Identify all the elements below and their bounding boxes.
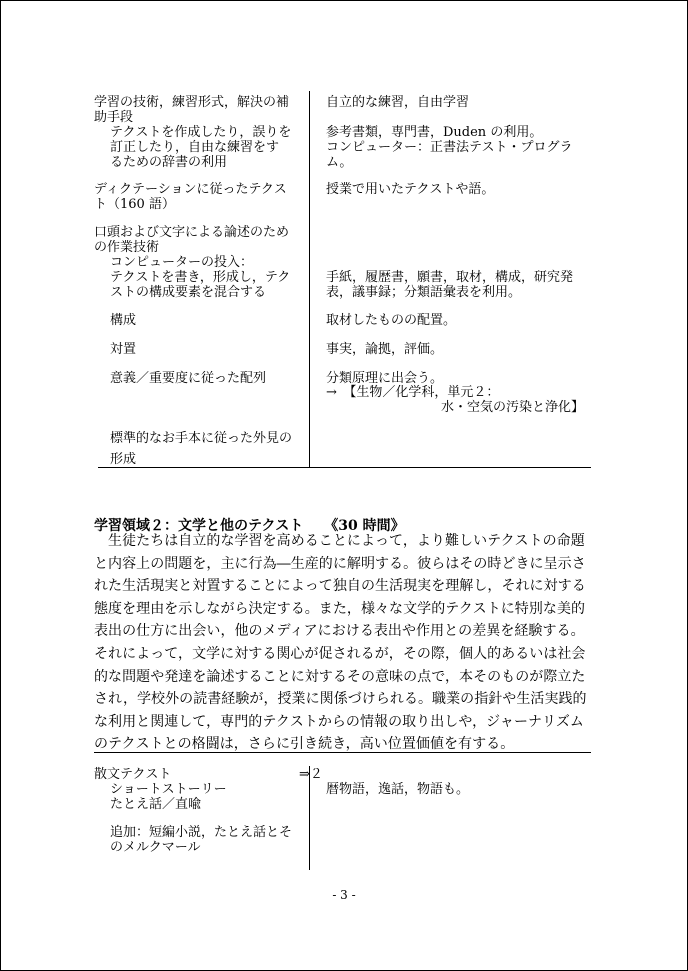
- table1-divider: [309, 91, 310, 467]
- placement-text: 取材したものの配置。: [326, 313, 457, 328]
- paragraph-line: な利用と関連して，専門的テクストからの情報の取り出しや，ジャーナリズム: [94, 713, 584, 730]
- table2-top-rule: [94, 752, 591, 753]
- parable-label: たとえ話／直喩: [110, 797, 202, 812]
- layout-label: 標準的なお手本に従った外見の 形成: [110, 431, 293, 467]
- references-text: 参考書類，専門書，Duden の利用。 コンピューター：正書法テスト・プログラ ム。: [326, 125, 573, 170]
- paragraph-line: 生徒たちは自立的な学習を高めることによって，より難しいテクストの命題: [94, 533, 585, 549]
- independent-text: 自立的な練習，自由学習: [326, 95, 470, 110]
- paragraph-line: それによって，文学に対する関心が促されるが，その際，個人的あるいは社会: [94, 645, 586, 662]
- section-paragraph: [94, 530, 594, 756]
- facts-text: 事実，論拠，評価。: [326, 342, 444, 357]
- paragraph-line: 表出の仕方に出会い，他のメディアにおける表出や作用との差異を経験する。: [94, 623, 585, 640]
- paragraph-line: され，学校外の読書経験が，授業に関係づけられる。職業の指針や生活実践的: [94, 691, 587, 708]
- texts-used-text: 授業で用いたテクストや語。: [326, 182, 495, 197]
- cross-reference-link: → 【生物／化学科，単元２：: [326, 385, 500, 400]
- paragraph-line: と内容上の問題を，主に行為―生産的に解明する。彼らはその時どきに呈示さ: [94, 555, 586, 572]
- page-number: - 3 -: [332, 888, 356, 902]
- oral-label: 口頭および文字による論述のため の作業技術: [94, 225, 290, 255]
- computer-label: コンピューターの投入： テクストを書き，形成し，テク ストの構成要素を混合する: [110, 255, 291, 300]
- letters-text: 手紙，履歴書，願書，取材，構成，研究発 表，議事録；分類語彙表を利用。: [326, 270, 574, 300]
- short-story-label: ショートストーリー: [110, 782, 227, 797]
- paragraph-line: のテクストとの格闘は，さらに引き続き，高い位置価値を有する。: [94, 736, 515, 753]
- paragraph-line: 的な問題や発達を論述することに対するその意味の点で，本そのものが際立た: [94, 668, 586, 685]
- prose-label: 散文テクスト: [94, 767, 172, 782]
- see-area-2-arrow: ⇒２: [299, 767, 323, 782]
- classification-text: 分類原理に出会う。: [326, 371, 444, 386]
- cross-reference-link-2: 水・空気の汚染と浄化】: [441, 400, 585, 415]
- paragraph-line: れた生活現実と対置することによって独自の生活現実を理解し，それに対する: [94, 578, 586, 595]
- addition-label: 追加：短編小説，たとえ話とそ のメルクマール: [110, 825, 293, 855]
- dictation-label: ディクテーションに従ったテクス ト（160 語）: [94, 182, 287, 212]
- section-heading: 学習領域２：文学と他のテクスト 《30 時間》: [94, 518, 405, 534]
- calendar-stories-text: 暦物語，逸話，物語も。: [326, 782, 470, 797]
- techniques-sub-label: テクストを作成したり，誤りを 訂正したり，自由な練習をす るための辞書の利用: [110, 125, 292, 170]
- arrangement-label: 意義／重要度に従った配列: [110, 371, 267, 386]
- techniques-label: 学習の技術，練習形式，解決の補 助手段: [94, 95, 290, 125]
- paragraph-line: 態度を理由を示しながら決定する。また，様々な文学的テクストに特別な美的: [94, 600, 586, 617]
- structure-label: 構成: [110, 313, 137, 328]
- contrast-label: 対置: [110, 342, 137, 357]
